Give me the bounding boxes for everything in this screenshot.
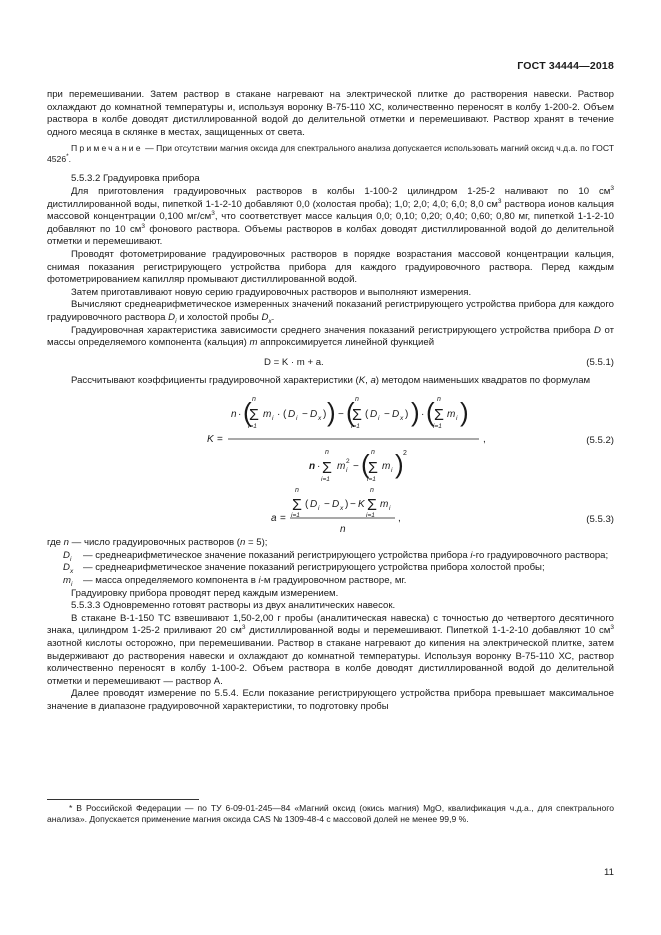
svg-text:): ) <box>327 397 336 428</box>
svg-text:i=1: i=1 <box>366 512 375 520</box>
svg-text:Σ: Σ <box>292 497 302 515</box>
formula-5-5-1 <box>47 352 614 375</box>
svg-text:): ) <box>345 499 349 511</box>
definition-item: $D_x$ — среднеарифметическое значение показаний регистрирующего устройства прибора холостой пробы; <box>63 562 545 576</box>
svg-text:): ) <box>395 449 404 480</box>
svg-text:−: − <box>338 409 344 421</box>
page-number: 11 <box>604 867 614 878</box>
svg-text:i: i <box>456 415 458 423</box>
svg-text:i=1: i=1 <box>291 512 300 520</box>
svg-text:D: D <box>310 499 318 511</box>
svg-text:D: D <box>392 409 400 421</box>
definition-item: $m_i$ — масса определяемого компонента в i-м градуировочном растворе, мг. <box>63 575 407 588</box>
note-label: Примечание <box>71 143 143 154</box>
formula-number: (5.5.1) <box>586 356 614 368</box>
document-id: ГОСТ 34444—2018 <box>517 60 614 72</box>
formula-number: (5.5.2) <box>586 435 614 447</box>
svg-text:i: i <box>389 505 391 513</box>
svg-text:·: · <box>238 409 242 421</box>
svg-text:i: i <box>296 415 298 423</box>
svg-text:n: n <box>252 396 256 404</box>
svg-text:x: x <box>318 415 322 423</box>
formula-expression: D = K · m + a. <box>264 356 324 368</box>
paragraph: Для приготовления градуировочных растворов в колбы 1-100-2 цилиндром 1-25-2 наливают по 10 $см^3$ дистиллированной воды, пипеткой 1-1-2-10 добавляют 0,0 (холостая проба); 1,0; 2,0; 4,0; 6,0; 8,0 $см^3$ раствора ионов кальция массовой концентрации 0,100 $мг/см^3$, что соответствует массе кальция 0,0; 0,10; 0,20; 0,40; 0,60; 0,80 мг, пипеткой 1-1-2-10 добавляют по 10 $см^3$ фонового раствора. Объемы растворов в колбах доводят дистиллированной водой до делительной отметки и перемешивают. <box>47 184 615 248</box>
svg-text:m: m <box>382 461 391 473</box>
svg-text:x: x <box>400 415 404 423</box>
svg-text:i: i <box>378 415 380 423</box>
svg-text:m: m <box>337 461 346 473</box>
svg-text:i: i <box>391 467 393 475</box>
definitions-list <box>47 537 614 587</box>
svg-text:(: ( <box>346 397 355 428</box>
formula-symbol: K <box>207 434 214 446</box>
svg-text:·: · <box>317 461 321 473</box>
note: Примечание — При отсутствии магния оксида для спектрального анализа допускается использовать магний оксид ч.д.а. по ГОСТ 4526*. <box>47 143 614 165</box>
footnote-divider <box>47 799 199 800</box>
svg-text:n: n <box>295 487 299 495</box>
definition-intro: где n — число градуировочных растворов (n = 5); <box>47 537 268 549</box>
svg-text:−: − <box>353 461 359 473</box>
svg-text:i: i <box>318 505 320 513</box>
svg-text:n: n <box>370 487 374 495</box>
svg-text:K: K <box>358 499 365 511</box>
svg-text:D: D <box>332 499 340 511</box>
svg-text:(: ( <box>243 397 252 428</box>
paragraph: Градуировку прибора проводят перед каждым измерением. <box>71 587 339 599</box>
svg-text:m: m <box>380 499 389 511</box>
formula-symbol: = <box>217 434 223 446</box>
svg-text:n: n <box>340 524 346 536</box>
svg-text:n: n <box>355 396 359 404</box>
svg-text:Σ: Σ <box>249 407 259 425</box>
svg-text:i=1: i=1 <box>321 476 330 484</box>
svg-text:n: n <box>437 396 441 404</box>
svg-text:·: · <box>277 409 281 421</box>
svg-text:i: i <box>346 467 348 475</box>
svg-text:2: 2 <box>403 450 407 458</box>
svg-text:−: − <box>350 499 356 511</box>
svg-text:Σ: Σ <box>367 497 377 515</box>
svg-text:i: i <box>272 415 274 423</box>
svg-text:i=1: i=1 <box>433 423 442 431</box>
svg-text:(: ( <box>426 397 435 428</box>
svg-text:i=1: i=1 <box>367 476 376 484</box>
svg-text:n: n <box>371 449 375 457</box>
paragraph: Вычисляют среднеарифметическое измеренных значений показаний регистрирующего устройства прибора для каждого градуировочного раствора $D_i$ и холостой пробы $D_x$. <box>47 299 614 325</box>
svg-text:Σ: Σ <box>434 407 444 425</box>
svg-text:2: 2 <box>346 458 350 466</box>
svg-text:i=1: i=1 <box>351 423 360 431</box>
svg-text:Σ: Σ <box>368 460 378 478</box>
note-text: При отсутствии магния оксида для спектрального анализа допускается использовать магний оксид ч.д.а. по ГОСТ 4526 <box>47 143 614 165</box>
paragraph: Далее проводят измерение по 5.5.4. Если показание регистрирующего устройства прибора превышает максимальное значение в диапазоне градуировочной характеристики, то подготовку пробы <box>47 688 614 712</box>
footnote: * В Российской Федерации — по ТУ 6-09-01-245—84 «Магний оксид (окись магния) MgO, квалификация ч.д.а., для спектрального анализа». Допускается применение магния оксида CAS № 1309-48-4 с массовой долей не менее 99,9 %. <box>47 803 614 824</box>
svg-text:D: D <box>310 409 318 421</box>
svg-text:D: D <box>370 409 378 421</box>
svg-text:n: n <box>231 409 237 421</box>
formula-5-5-3-graphic <box>47 487 614 535</box>
svg-text:m: m <box>263 409 272 421</box>
section-title: 5.5.3.3 Одновременно готовят растворы из двух аналитических навесок. <box>71 600 396 612</box>
svg-text:n: n <box>309 461 316 473</box>
formula-5-5-3 <box>47 487 614 535</box>
svg-text:−: − <box>384 409 390 421</box>
svg-text:(: ( <box>361 449 370 480</box>
svg-text:−: − <box>302 409 308 421</box>
formula-5-5-2 <box>47 393 614 483</box>
svg-text:=: = <box>280 513 286 525</box>
formula-5-5-2-graphic <box>47 393 614 483</box>
svg-text:n: n <box>325 449 329 457</box>
svg-text:): ) <box>405 409 409 421</box>
svg-text:x: x <box>340 505 344 513</box>
svg-text:(: ( <box>283 409 287 421</box>
svg-text:D: D <box>288 409 296 421</box>
svg-text:Σ: Σ <box>352 407 362 425</box>
svg-text:i=1: i=1 <box>248 423 257 431</box>
paragraph: при перемешивании. Затем раствор в стакане нагревают на электрической плитке до растворения навески. Раствор охлаждают до комнатной температуры и, используя воронку В-75-110 ХС, количественно переносят в колбу 1-200-2. Объем раствора в колбе доводят дистиллированной водой до делительной отметки и перемешивают. Раствор хранят в течение одного месяца в склянке в местах, защищенных от света. <box>47 89 614 138</box>
svg-text:a: a <box>271 513 277 525</box>
svg-text:(: ( <box>305 499 309 511</box>
svg-text:·: · <box>421 409 425 421</box>
paragraph: Затем приготавливают новую серию градуировочных растворов и выполняют измерения. <box>71 286 472 298</box>
paragraph: Градуировочная характеристика зависимости среднего значения показаний регистрирующего устройства прибора D от массы определяемого компонента (кальция) m аппроксимируется линейной функцией <box>47 324 615 349</box>
svg-text:): ) <box>411 397 420 428</box>
svg-text:−: − <box>324 499 330 511</box>
paragraph: Проводят фотометрирование градуировочных растворов в порядке возрастания массовой концентрации кальция, снимая показания регистрирующего устройства прибора для каждого градуировочного раствора. Перед каждым фотометрированием капилляр промывают дистиллированной водой. <box>47 248 614 286</box>
paragraph: В стакане В-1-150 ТС взвешивают 1,50-2,00 г пробы (аналитическая навеска) с точностью до четвертого десятичного знака, цилиндром 1-25-2 приливают 20 $см^3$ дистиллированной воды и перемешивают. Пипеткой 1-1-2-10 добавляют 10 $см^3$ азотной кислоты осторожно, при перемешивании. Раствор в стакане нагревают до кипения на электрической плитке, затем выдерживают до растворения навески и охлаждают до комнатной температуры. Используя воронку В-75-110 ХС, раствор количественно переносят в колбу 1-100-2. Объем раствора в колбе доводят дистиллированной водой до делительной отметки и перемешивают — раствор А. <box>47 612 615 687</box>
page-content <box>47 89 614 714</box>
svg-text:): ) <box>460 397 469 428</box>
paragraph: Рассчитывают коэффициенты градуировочной характеристики (K, a) методом наименьших квадратов по формулам <box>71 374 591 386</box>
svg-text:,: , <box>483 434 486 446</box>
svg-text:(: ( <box>365 409 369 421</box>
svg-text:m: m <box>447 409 456 421</box>
definition-item: $D_i$ — среднеарифметическое значение показаний регистрирующего устройства прибора i-го градуировочного раствора; <box>63 549 609 563</box>
svg-text:,: , <box>398 513 401 525</box>
formula-number: (5.5.3) <box>586 514 614 526</box>
svg-text:Σ: Σ <box>322 460 332 478</box>
svg-text:): ) <box>323 409 327 421</box>
section-title: 5.5.3.2 Градуировка прибора <box>71 173 200 185</box>
